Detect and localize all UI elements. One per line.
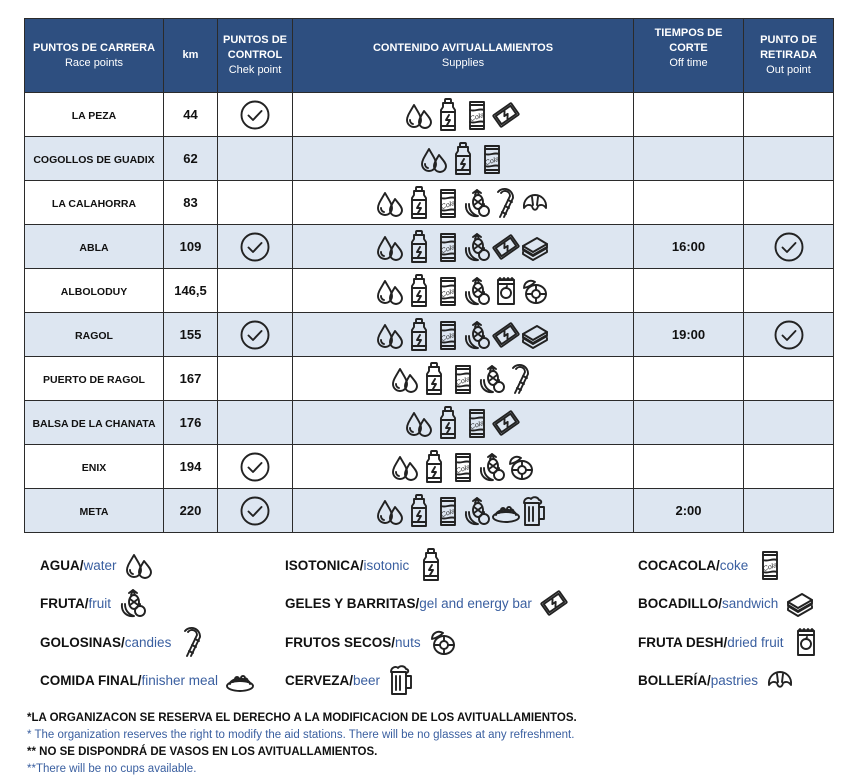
svg-text:Cola: Cola [469,419,486,431]
pasta-plate-icon [492,494,520,528]
race-point-cell [25,401,164,445]
km-value: 167 [179,370,202,386]
svg-text:Cola: Cola [454,463,471,475]
km-value: 109 [179,238,202,254]
legend-label-es: GOLOSINAS [40,634,122,650]
dried-fruit-bag-icon [492,274,520,308]
km-cell [164,269,218,313]
energy-gel-icon [492,406,520,440]
race-point-name: ABLA [79,241,109,254]
sandwich-icon [521,318,549,352]
isotonic-bottle-icon [405,318,433,352]
water-drops-icon [420,142,448,176]
legend-item-nuts: FRUTOS SECOS / nuts [285,627,457,657]
cola-can-icon [434,318,462,352]
sandwich-icon [521,230,549,264]
cutoff-time-cell [634,181,744,225]
svg-text:Cola: Cola [483,155,500,167]
legend-label-es: FRUTA [40,595,85,611]
isotonic-bottle-icon [420,450,448,484]
km-cell [164,313,218,357]
supplies-cell [293,401,634,445]
supplies-cell [293,357,634,401]
croissant-icon [766,663,794,697]
svg-text:Cola: Cola [440,507,457,519]
out-point-cell [744,445,834,489]
legend-item-coke: COCACOLA / coke Cola [638,550,784,580]
isotonic-bottle-icon [434,406,462,440]
supplies-cell [293,137,634,181]
km-value: 155 [179,326,202,342]
legend-item-gel: GELES Y BARRITAS / gel and energy bar [285,588,568,618]
race-point-name: COGOLLOS DE GUADIX [33,153,155,166]
energy-gel-icon [492,230,520,264]
legend-item-candy: GOLOSINAS / candies [40,627,207,657]
legend-item-beer: CERVEZA / beer [285,665,416,695]
legend-label-es: ISOTONICA [285,557,360,573]
check-point-cell [218,489,293,533]
legend-label-en: fruit [88,595,112,611]
croissant-icon [521,186,549,220]
beer-mug-icon [521,494,549,528]
checkpoint-check-icon [238,98,272,132]
supplies-cell [293,313,634,357]
race-point-name: ALBOLODUY [60,285,128,298]
race-point-cell [25,313,164,357]
cutoff-time-cell [634,225,744,269]
cutoff-time: 2:00 [675,502,702,518]
legend-label-en: beer [353,672,381,688]
km-cell [164,181,218,225]
out-point-check-icon [772,318,806,352]
race-point-cell [25,445,164,489]
svg-text:Cola: Cola [762,561,779,574]
fruit-icon [463,186,491,220]
table-row [25,489,834,533]
cola-can-icon [756,548,784,582]
supplies-cell [293,181,634,225]
km-cell [164,489,218,533]
check-point-cell [218,313,293,357]
legend-label-es: FRUTOS SECOS [285,634,392,650]
energy-gel-icon [540,586,568,620]
cutoff-time-cell [634,401,744,445]
race-point-cell [25,181,164,225]
race-point-name: BALSA DE LA CHANATA [32,417,156,430]
note-es-1: *LA ORGANIZACON SE RESERVA EL DERECHO A LA MODIFICACION DE LOS AVITUALLAMIENTOS. [27,712,577,724]
km-value: 146,5 [174,282,207,298]
cutoff-time-cell [634,137,744,181]
svg-text:Cola: Cola [454,375,471,387]
legend-label-en: water [83,557,117,573]
table-row [25,357,834,401]
svg-text:Cola: Cola [469,111,486,123]
legend-label-es: GELES Y BARRITAS [285,595,416,611]
cola-can-icon [434,230,462,264]
header-race-points: PUNTOS DE CARRERA Race points [25,19,164,93]
race-point-cell [25,357,164,401]
fruit-icon [463,274,491,308]
table-row [25,93,834,137]
out-point-cell [744,93,834,137]
isotonic-bottle-icon [420,362,448,396]
legend-label-es: BOCADILLO [638,595,719,611]
aid-stations-table [24,18,834,533]
cola-can-icon [449,450,477,484]
svg-text:Cola: Cola [440,243,457,255]
check-point-cell [218,357,293,401]
cutoff-time-cell [634,93,744,137]
km-cell [164,93,218,137]
header-check-point: PUNTOS DE CONTROL Chek point [218,19,293,93]
check-point-cell [218,181,293,225]
out-point-cell [744,357,834,401]
km-value: 194 [179,458,202,474]
legend-item-isotonic: ISOTONICA / isotonic [285,550,445,580]
svg-text:Cola: Cola [440,331,457,343]
isotonic-bottle-icon [405,230,433,264]
water-drops-icon [391,450,419,484]
out-point-cell [744,313,834,357]
race-point-name: ENIX [81,461,107,474]
km-value: 44 [183,106,198,122]
cola-can-icon [478,142,506,176]
cola-can-icon [463,98,491,132]
cola-can-icon [434,274,462,308]
km-cell [164,357,218,401]
race-point-cell [25,137,164,181]
legend-label-es: BOLLERÍA [638,672,707,688]
header-cutoff-time: TIEMPOS DE CORTE Off time [634,19,744,93]
checkpoint-check-icon [238,450,272,484]
cutoff-time: 16:00 [671,238,706,254]
supplies-cell [293,269,634,313]
km-value: 220 [179,502,202,518]
isotonic-bottle-icon [449,142,477,176]
water-drops-icon [376,318,404,352]
nuts-icon [521,274,549,308]
isotonic-bottle-icon [417,548,445,582]
check-point-cell [218,93,293,137]
race-point-name: PUERTO DE RAGOL [43,373,145,386]
table-row [25,313,834,357]
svg-text:Cola: Cola [440,287,457,299]
race-point-cell [25,93,164,137]
legend-label-en: gel and energy bar [419,595,532,611]
km-cell [164,401,218,445]
water-drops-icon [405,406,433,440]
km-cell [164,225,218,269]
out-point-check-icon [772,230,806,264]
legend-label-es: COCACOLA [638,557,716,573]
isotonic-bottle-icon [405,186,433,220]
out-point-cell [744,137,834,181]
cutoff-time: 19:00 [671,326,706,342]
table-row [25,225,834,269]
cutoff-time-cell [634,489,744,533]
legend-label-es: FRUTA DESH [638,634,724,650]
note-es-2: ** NO SE DISPONDRÁ DE VASOS EN LOS AVITUALLAMIENTOS. [27,746,378,758]
race-point-name: RAGOL [75,329,113,342]
cutoff-time-cell [634,313,744,357]
km-cell [164,445,218,489]
check-point-cell [218,401,293,445]
sandwich-icon [786,586,814,620]
supplies-cell [293,445,634,489]
candy-cane-icon [179,625,207,659]
legend-label-en: candies [124,634,172,650]
notes [27,710,837,778]
legend-label-es: CERVEZA [285,672,350,688]
legend-label-es: AGUA [40,557,80,573]
beer-mug-icon [388,663,416,697]
supplies-cell [293,225,634,269]
km-value: 62 [183,150,198,166]
cola-can-icon [434,186,462,220]
km-value: 176 [179,414,202,430]
table-header-row [25,19,834,93]
cutoff-time-cell [634,269,744,313]
water-drops-icon [376,494,404,528]
header-km: km [164,19,218,93]
legend-item-water: AGUA / water [40,550,153,580]
isotonic-bottle-icon [405,494,433,528]
fruit-icon [463,230,491,264]
cutoff-time-cell [634,357,744,401]
legend-label-en: isotonic [363,557,410,573]
cola-can-icon [434,494,462,528]
isotonic-bottle-icon [434,98,462,132]
check-point-cell [218,137,293,181]
km-cell [164,137,218,181]
legend-item-sandwich: BOCADILLO / sandwich [638,588,814,618]
cola-can-icon [449,362,477,396]
table-row [25,269,834,313]
legend-label-en: sandwich [722,595,779,611]
water-drops-icon [391,362,419,396]
fruit-icon [463,318,491,352]
legend-item-pastry: BOLLERÍA / pastries [638,665,794,695]
fruit-icon [119,586,147,620]
check-point-cell [218,445,293,489]
svg-text:Cola: Cola [440,199,457,211]
checkpoint-check-icon [238,494,272,528]
checkpoint-check-icon [238,318,272,352]
race-point-name: META [79,505,109,518]
out-point-cell [744,181,834,225]
isotonic-bottle-icon [405,274,433,308]
water-drops-icon [405,98,433,132]
dried-fruit-bag-icon [792,625,820,659]
out-point-cell [744,269,834,313]
km-value: 83 [183,194,198,210]
race-point-name: LA PEZA [71,109,117,122]
checkpoint-check-icon [238,230,272,264]
water-drops-icon [376,186,404,220]
cola-can-icon [463,406,491,440]
header-supplies: CONTENIDO AVITUALLAMIENTOS Supplies [293,19,634,93]
energy-gel-icon [492,98,520,132]
note-en-1: * The organization reserves the right to modify the aid stations. There will be no glasses at any refreshment. [27,729,575,741]
legend-label-en: pastries [710,672,759,688]
candy-cane-icon [492,186,520,220]
fruit-icon [463,494,491,528]
pasta-plate-icon [226,663,254,697]
energy-gel-icon [492,318,520,352]
out-point-cell [744,401,834,445]
check-point-cell [218,225,293,269]
nuts-icon [507,450,535,484]
legend-label-en: finisher meal [141,672,219,688]
check-point-cell [218,269,293,313]
table-row [25,445,834,489]
header-out-point: PUNTO DE RETIRADA Out point [744,19,834,93]
candy-cane-icon [507,362,535,396]
legend-item-meal: COMIDA FINAL / finisher meal [40,665,254,695]
legend-item-fruit: FRUTA / fruit [40,588,147,618]
table-row [25,181,834,225]
legend-label-en: dried fruit [727,634,784,650]
race-point-cell [25,269,164,313]
water-drops-icon [376,230,404,264]
out-point-cell [744,225,834,269]
legend-label-es: COMIDA FINAL [40,672,138,688]
water-drops-icon [125,548,153,582]
fruit-icon [478,362,506,396]
table-row [25,137,834,181]
nuts-icon [429,625,457,659]
supplies-cell [293,489,634,533]
race-point-name: LA CALAHORRA [51,197,137,210]
supplies-cell [293,93,634,137]
water-drops-icon [376,274,404,308]
fruit-icon [478,450,506,484]
cutoff-time-cell [634,445,744,489]
legend-label-en: coke [719,557,749,573]
table-row [25,401,834,445]
legend-label-en: nuts [395,634,421,650]
supplies-legend [30,550,830,700]
race-point-cell [25,225,164,269]
legend-item-driedfruit: FRUTA DESH / dried fruit [638,627,820,657]
out-point-cell [744,489,834,533]
race-point-cell [25,489,164,533]
note-en-2: **There will be no cups available. [27,763,197,775]
